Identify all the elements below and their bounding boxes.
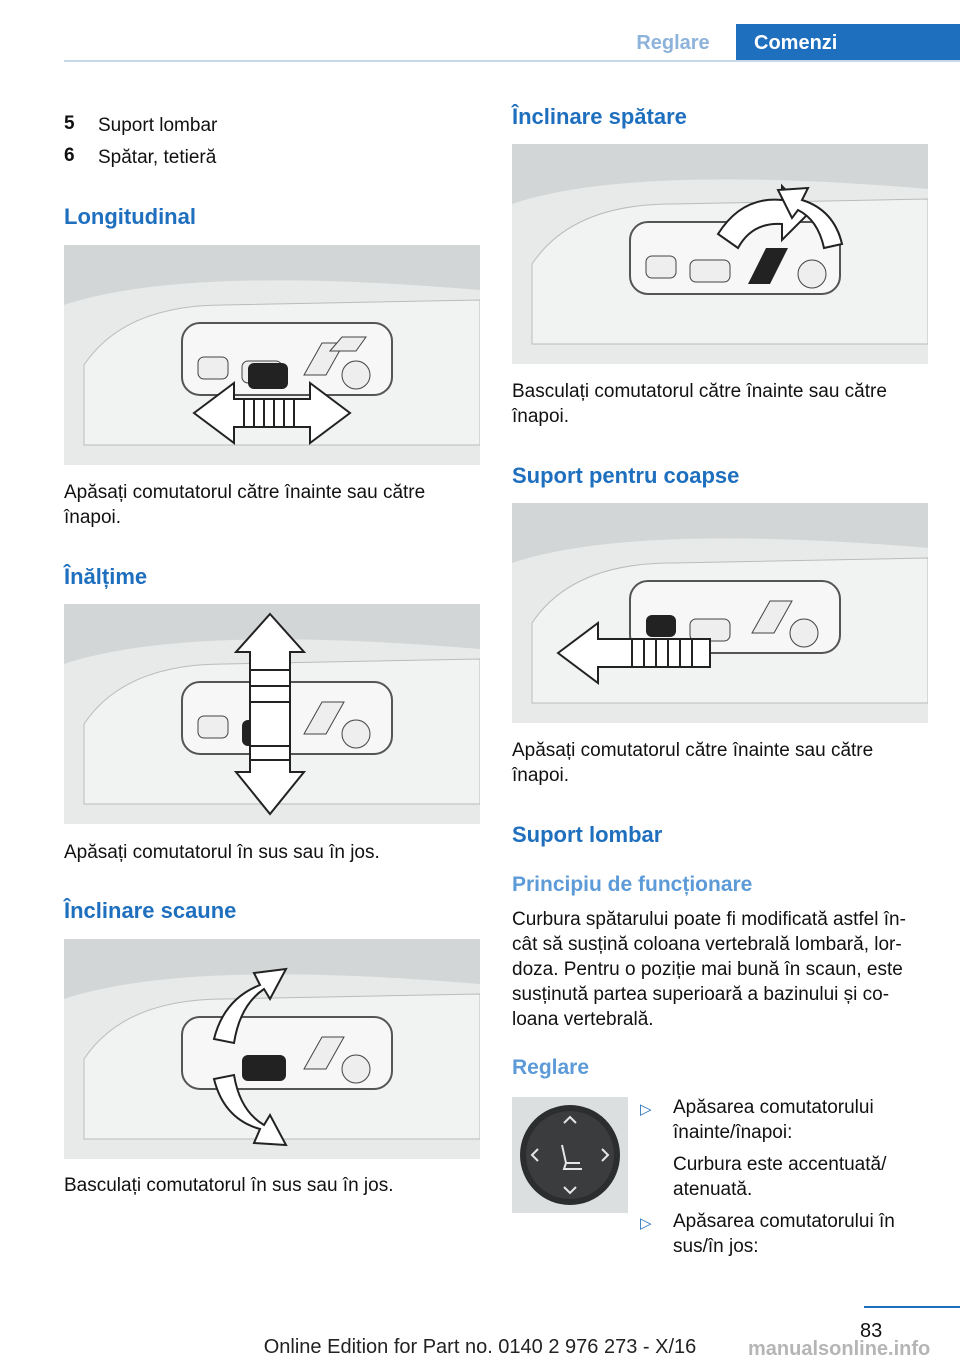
bullet-text: înainte/înapoi: [673, 1122, 793, 1143]
body-line: susținută partea superioară a bazinului și co- [512, 984, 890, 1005]
caption-height: Apăsați comutatorul în sus sau în jos. [64, 842, 380, 863]
bullet-subtext: Curbura este accentuată/ [673, 1154, 887, 1175]
section-title-inclinare-scaune: Înclinare scaune [64, 898, 237, 923]
bullet-subtext: atenuată. [673, 1179, 753, 1200]
subtitle-principiu: Principiu de funcționare [512, 873, 753, 896]
section-title-suport-coapse: Suport pentru coapse [512, 463, 740, 488]
bullet-triangle-icon: ▷ [640, 1215, 652, 1232]
watermark: manualsonline.info [748, 1338, 931, 1360]
caption-seat-tilt: Basculați comutatorul în sus sau în jos. [64, 1175, 394, 1196]
caption-thigh-line1: Apăsați comutatorul către înainte sau către [512, 740, 874, 761]
caption-longitudinal-line1: Apăsați comutatorul către înainte sau către [64, 482, 426, 503]
list-item-label: Suport lombar [98, 115, 218, 136]
tab-reglare[interactable]: Reglare [636, 32, 710, 54]
list-number: 5 [64, 113, 75, 134]
bullet-triangle-icon: ▷ [640, 1101, 652, 1118]
body-line: cât să susțină coloana vertebrală lombară, lor- [512, 934, 902, 955]
section-title-inclinare-spatare: Înclinare spătare [512, 104, 687, 129]
caption-backrest-line2: înapoi. [512, 406, 570, 427]
seat-switch-image-thigh-support [512, 503, 928, 723]
body-line: loana vertebrală. [512, 1009, 654, 1030]
body-line: Curbura spătarului poate fi modificată astfel în- [512, 909, 906, 930]
section-title-suport-lombar: Suport lombar [512, 822, 663, 847]
seat-switch-image-backrest-tilt [512, 144, 928, 364]
list-number: 6 [64, 145, 75, 166]
caption-thigh-line2: înapoi. [512, 765, 570, 786]
page-number-divider [864, 1306, 960, 1308]
tab-comenzi[interactable]: Comenzi [736, 24, 960, 62]
seat-switch-image-longitudinal [64, 245, 480, 465]
caption-longitudinal-line2: înapoi. [64, 507, 122, 528]
lumbar-controller-image [512, 1097, 628, 1213]
footer-edition: Online Edition for Part no. 0140 2 976 273 - X/16 [263, 1336, 697, 1358]
header-divider [64, 60, 960, 62]
body-line: doza. Pentru o poziție mai bună în scaun, este [512, 959, 903, 980]
bullet-text: Apăsarea comutatorului în [673, 1211, 895, 1232]
bullet-text: sus/în jos: [673, 1236, 759, 1257]
caption-backrest-line1: Basculați comutatorul către înainte sau către [512, 381, 887, 402]
section-title-inaltime: Înălțime [64, 564, 148, 589]
section-title-longitudinal: Longitudinal [64, 204, 196, 229]
bullet-text: Apăsarea comutatorului [673, 1097, 874, 1118]
page-number: 83 [860, 1320, 883, 1342]
seat-switch-image-height [64, 604, 480, 824]
subtitle-reglare: Reglare [512, 1056, 590, 1079]
seat-switch-image-seat-tilt [64, 939, 480, 1159]
list-item-label: Spătar, tetieră [98, 147, 217, 168]
